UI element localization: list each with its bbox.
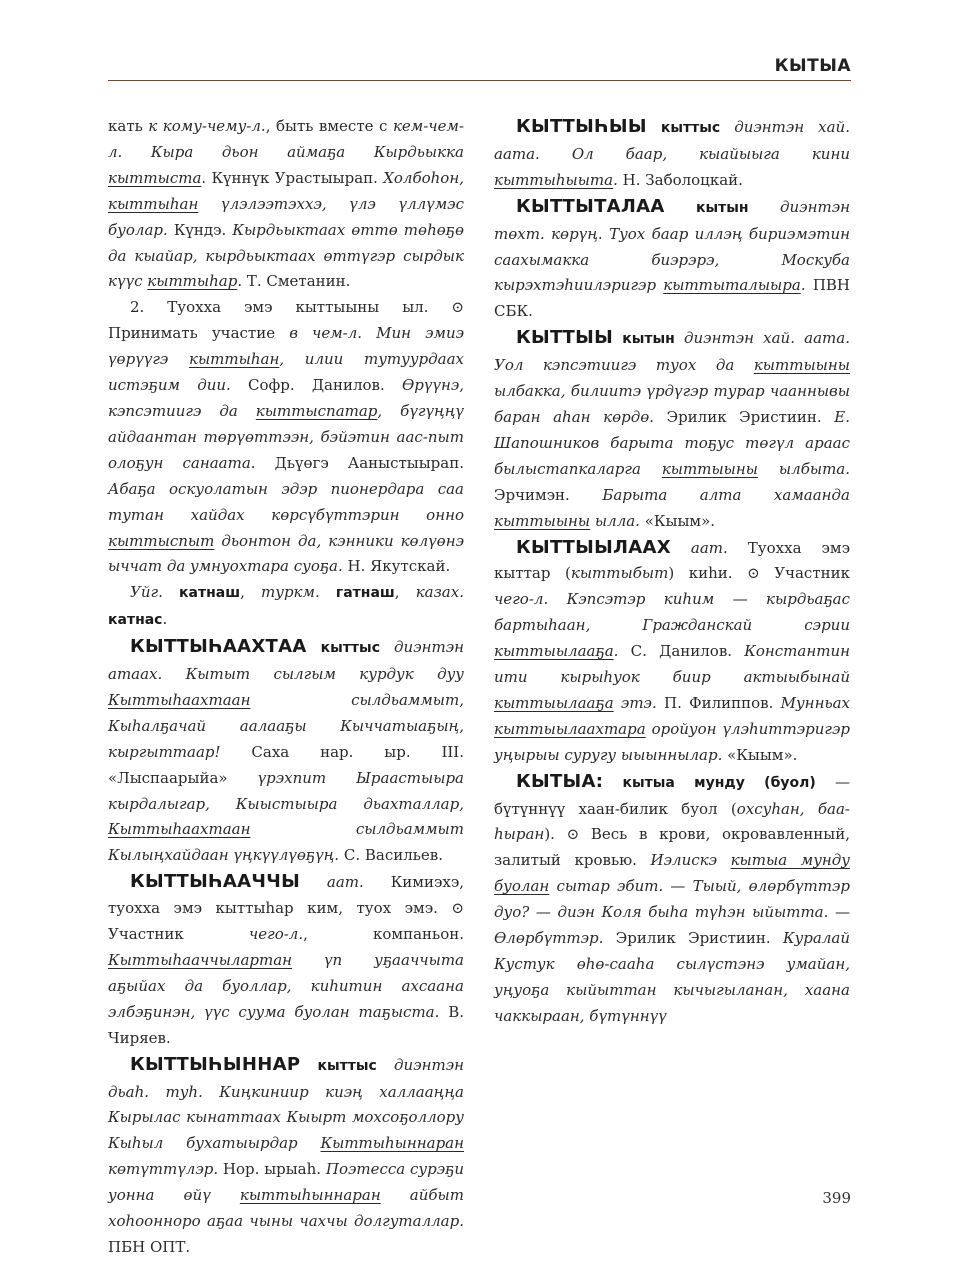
entry-text: кытын (696, 199, 749, 216)
entry-text: Кыттыһаахтаан (108, 690, 251, 709)
dictionary-entry (494, 325, 850, 534)
entry-text: , (240, 583, 262, 602)
headword: КЫТТЫҺЫЫ (516, 116, 647, 137)
entry-text: диэнтэн төхт. көрүң. Туох баар иллэң бириэмэтин саахымакка биэрэрэ, Москуба кырэхтэһиилэригэр (494, 197, 850, 295)
entry-text: Мунньах (780, 693, 851, 712)
headword: КЫТТЫЫ (516, 327, 614, 349)
entry-text: кыттыспыт (108, 531, 215, 550)
entry-text: Эрилик Эристиин. (603, 929, 783, 948)
right-column (494, 114, 850, 1030)
entry-text: П. Филиппов. (656, 693, 781, 712)
entry-text: кыттыылааҕа (494, 693, 614, 712)
dictionary-entry (108, 634, 464, 869)
entry-text: Поэтесса сурэҕи уонна өйү (108, 1160, 464, 1205)
entry-text: кыттыһар (147, 272, 238, 291)
entry-text: охсуһан, баа-һыран (494, 799, 850, 844)
entry-text: Саха нар. ыр. III. «Лыспаарыйа» (108, 742, 464, 787)
entry-text: ). ⊙ Весь в крови, окровавленный, залитый кровью. (494, 825, 850, 870)
entry-text: ПВН СБК. (494, 276, 850, 321)
entry-text: ылла. (590, 511, 640, 530)
entry-text: Кыттыһаахтаан (108, 820, 251, 839)
entry-text: Константин ити кырыһуок биир актыыбынай (494, 642, 850, 687)
dictionary-entry (108, 1052, 464, 1261)
entry-text: 2. Туохха эмэ кыттыыны ыл. ⊙ Принимать участие (108, 298, 464, 343)
entry-text: кыттыһан (189, 350, 280, 369)
entry-text: диэнтэн хай. аата. Ол баар, кыайыыга кини (494, 118, 850, 163)
entry-text: үлэлээтэххэ, үлэ үллүмэс буолар. (108, 194, 464, 239)
entry-text (675, 329, 684, 347)
entry-text: Күндэ. (167, 220, 233, 239)
entry-text: Холбоһон, (383, 168, 464, 187)
entry-text: , быть вместе с (265, 117, 393, 135)
entry-text: чего-л. (248, 925, 304, 944)
entry-text: кыттыс (660, 120, 721, 136)
entry-text: Иэлискэ (650, 851, 731, 870)
dictionary-entry (494, 114, 850, 194)
entry-text: сытар эбит. — Тыый, өлөрбүттэр дуо? — диэн Коля быһа түһэн ыйытта. — Өлөрбүттэр. (494, 877, 850, 948)
entry-text: . (613, 642, 619, 661)
dictionary-entry (108, 295, 464, 580)
headword: КЫТТЫҺЫННАР (130, 1053, 301, 1075)
entry-text: кыттыһыыта (494, 170, 614, 189)
headword: КЫТТЫТАЛАА (516, 195, 665, 217)
entry-text: Эрилик Эристиин. (654, 407, 835, 426)
entry-text: казах. (415, 583, 464, 602)
entry-text: кыттыспатар (255, 401, 378, 420)
entry-text: кыттыыны (753, 356, 850, 375)
entry-text: Куралай Кустук өһө-сааһа сылүстэнэ умайан, уңуоҕа кыйыттан кычыгыланан, хаана чаккыраан, бүтүннүү (494, 929, 850, 1025)
entry-text: Нор. ырыаһ. (218, 1160, 326, 1179)
entry-text: Барыта алта хамаанда (602, 485, 850, 504)
entry-text: «Кыым». (639, 511, 716, 530)
entry-text: этэ. (613, 693, 657, 712)
entry-text: айбыт хоһооннорo аҕаа чыны чахчы долгуталлар. (108, 1186, 464, 1231)
entry-text: кыттыһыннаран (239, 1186, 381, 1205)
entry-text: кыттыылаахтара (494, 719, 646, 738)
entry-text: чего-л. Кэпсэтэр киһим — кырдьаҕас бартыһаан, Гражданскай сэрии (494, 590, 850, 635)
entry-text: Эрчимэн. (494, 485, 603, 504)
entry-text: Абаҕа оскуолатын эдэр пионердара саа тутан хайдах көрсүбүттэрин онно (108, 479, 464, 524)
entry-text (163, 583, 179, 601)
entry-text: көтүттүлэр. (108, 1160, 219, 1179)
entry-text: катнас (108, 612, 163, 629)
page-number: 399 (822, 1189, 851, 1207)
dictionary-entry (108, 114, 464, 295)
entry-text: ылбыта. (757, 459, 850, 478)
entry-text (307, 638, 321, 656)
entry-text: ылбакка, билиитэ үрдүгэр турар чааннывы баран аһан көрдө. (494, 382, 850, 426)
entry-text: кыттыыны (494, 511, 591, 530)
entry-text: аат. (326, 873, 364, 892)
entry-text: кыттыста (108, 168, 202, 187)
entry-text: . Күннүк Урастыырап. (201, 168, 384, 187)
entry-text: ПБН ОПТ. (108, 1237, 191, 1256)
entry-text: сылдьаммыт Кылыңхайдаан үңкүүлүөҕүң. (108, 820, 464, 865)
entry-text (647, 118, 661, 136)
entry-text: , илии тутуурдаах истэҕим дии. (108, 350, 465, 395)
entry-text: гатнаш (335, 585, 395, 602)
entry-text: , бүгүңңү айдаантан төрүөттээн, бэйэтин аас-пыт олоҕун санаата. (108, 401, 464, 472)
dictionary-entry (494, 535, 850, 769)
entry-text: үрэхпит Ыраастыыра кырдалыгар, Кыыстыыра дьахталлар, (108, 768, 464, 813)
entry-text: кыттыыны (661, 459, 758, 478)
entry-text: дьонтон да, кэнники көлүөнэ ыччат да умнуохтара суоҕа. (108, 531, 464, 576)
entry-text (613, 329, 622, 347)
entry-text: к кому-чему-л. (148, 117, 266, 135)
entry-text: кыттыталыыра (663, 276, 801, 295)
entry-text: Н. Заболоцкай. (617, 170, 743, 189)
entry-text: . (613, 170, 618, 189)
entry-text: , компаньон. (303, 925, 464, 944)
entry-text (300, 873, 327, 891)
entry-text: диэнтэн атаах. Кытыт сылгым курдук дуу (108, 638, 464, 684)
running-header: КЫТЫА (774, 56, 851, 76)
entry-text: диэнтэн хай. аата. Уол кэпсэтиигэ туох да (494, 329, 850, 375)
entry-text: Өрүүнэ, кэпсэтиигэ да (108, 376, 465, 420)
entry-text: — бүтүннүү хаан-билик буол ( (494, 772, 850, 818)
entry-text: Кыттыһааччылартан (108, 951, 293, 969)
entry-text: . (800, 276, 806, 295)
entry-text: Н. Якутскай. (342, 557, 451, 576)
entry-text: Софр. Данилов. (230, 376, 402, 395)
entry-text: «Кыым». (722, 745, 798, 764)
entry-text: диэнтэн дьаһ. туһ. Киңкиниир киэң халлааңңа Кырылас кынаттаах Кыырт мохсоҕоллору Кыһыл бухатыырдар (108, 1055, 464, 1153)
entry-text: кытын (622, 331, 675, 348)
entry-text: кыттыс (320, 640, 380, 657)
entry-text: катнаш (179, 585, 241, 602)
left-column (108, 114, 464, 1261)
entry-text: аат. (690, 538, 728, 557)
entry-text: кытыа мунду буолан (494, 851, 850, 896)
entry-text: туркм. (261, 583, 320, 602)
entry-text: ) киһи. ⊙ Участник (668, 564, 850, 583)
entry-text: С. Данилов. (618, 642, 745, 661)
entry-text: Туохха эмэ кыттар ( (494, 538, 850, 583)
dictionary-entry (494, 194, 850, 326)
entry-text (380, 638, 394, 656)
entry-text: в чем-л. Мин эмиэ үөрүүгэ (108, 324, 464, 369)
headword: КЫТТЫҺААЧЧЫ (130, 871, 301, 893)
headword: КЫТТЫЫЛААХ (516, 536, 671, 558)
entry-text: оройуон үлэһиттэригэр уңырыы суругу ыыыннылар. (494, 719, 850, 764)
entry-text: Уйг. (130, 583, 163, 602)
header-rule (108, 80, 851, 81)
entry-text (603, 773, 622, 791)
entry-text: В. Чиряев. (108, 1002, 464, 1047)
entry-text (300, 1056, 317, 1074)
entry-text: . Т. Сметанин. (237, 272, 351, 291)
entry-text (320, 583, 336, 601)
headword: КЫТЫА: (516, 770, 604, 792)
entry-text: кыттыһан (108, 194, 199, 213)
entry-text: үп уҕааччыта аҕыйах да буоллар, киһитин ахсаана элбэҕинэн, үүс суума буолан таҕыста. (108, 951, 464, 1021)
entry-text (665, 198, 696, 216)
entry-text (377, 1056, 394, 1074)
headword: КЫТТЫҺААХТАА (130, 636, 307, 658)
dictionary-entry (108, 869, 464, 1051)
entry-text: сылдьаммыт, Кыһалҕачай аалааҕы Кыччатыаҕың, кыргыттаар! (108, 690, 464, 761)
entry-text: Кырдьыктаах өттө төһөҕө да кыайар, кырдьыктаах өттүгэр сырдык күүс (108, 220, 464, 291)
dictionary-entry (494, 769, 850, 1030)
entry-text: Кимиэхэ, туохха эмэ кыттыһар ким, туох эмэ. ⊙ Участник (108, 873, 464, 944)
dictionary-entry (108, 580, 464, 634)
entry-text: кем-чем-л. Кыра дьон аймаҕа Кырдьыкка (108, 117, 464, 161)
entry-text (720, 118, 734, 136)
entry-text: кытыа мунду (буол) (622, 774, 816, 791)
entry-text: кыттыбыт (570, 564, 669, 583)
entry-text: кыттыс (317, 1057, 377, 1074)
entry-text: С. Васильев. (339, 846, 444, 865)
entry-text: , (394, 583, 416, 602)
entry-text: . (162, 610, 168, 629)
entry-text: кыттыылааҕа (494, 642, 614, 661)
entry-text: Е. Шапошников барыта тоҕус төгүл араас былыстапкаларга (494, 407, 850, 478)
entry-text: кать (108, 117, 149, 135)
entry-text (671, 539, 691, 557)
entry-text: Кыттыһыннаран (320, 1134, 464, 1153)
entry-text: Дьүөгэ Ааныстыырап. (255, 453, 464, 472)
entry-text (749, 198, 780, 216)
